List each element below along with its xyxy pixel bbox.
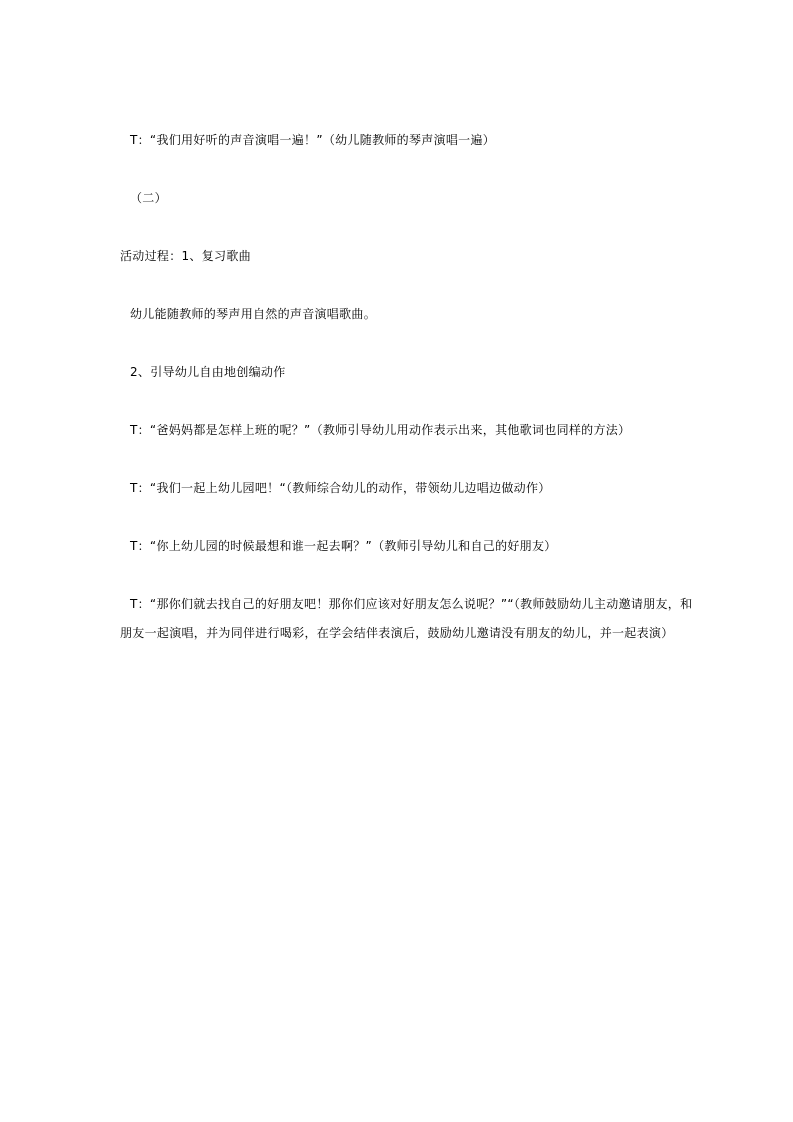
dialogue-line-parents-work: T：“爸妈妈都是怎样上班的呢？”（教师引导幼儿用动作表示出来，其他歌词也同样的方法）: [130, 423, 631, 437]
activity-process-heading: 活动过程：1、复习歌曲: [120, 249, 251, 263]
dialogue-line-go-with-whom: T：“你上幼儿园的时候最想和谁一起去啊？”（教师引导幼儿和自己的好朋友）: [130, 539, 557, 553]
dialogue-paragraph-find-friend: T：“那你们就去找自己的好朋友吧！那你们应该对好朋友怎么说呢？”“（教师鼓励幼儿主动邀请朋友，和朋友一起演唱，并为同伴进行喝彩，在学会结伴表演后，鼓励幼儿邀请没有朋友的幼儿，并一起表演）: [120, 597, 693, 640]
review-song-description: 幼儿能随教师的琴声用自然的声音演唱歌曲。: [130, 307, 377, 321]
step-two-heading: 2、引导幼儿自由地创编动作: [130, 365, 286, 379]
dialogue-line-go-kindergarten: T：“我们一起上幼儿园吧！“（教师综合幼儿的动作，带领幼儿边唱边做动作）: [130, 481, 551, 495]
dialogue-line-sing-once: T：“我们用好听的声音演唱一遍！”（幼儿随教师的琴声演唱一遍）: [130, 133, 496, 147]
section-heading-two: （二）: [130, 191, 167, 205]
